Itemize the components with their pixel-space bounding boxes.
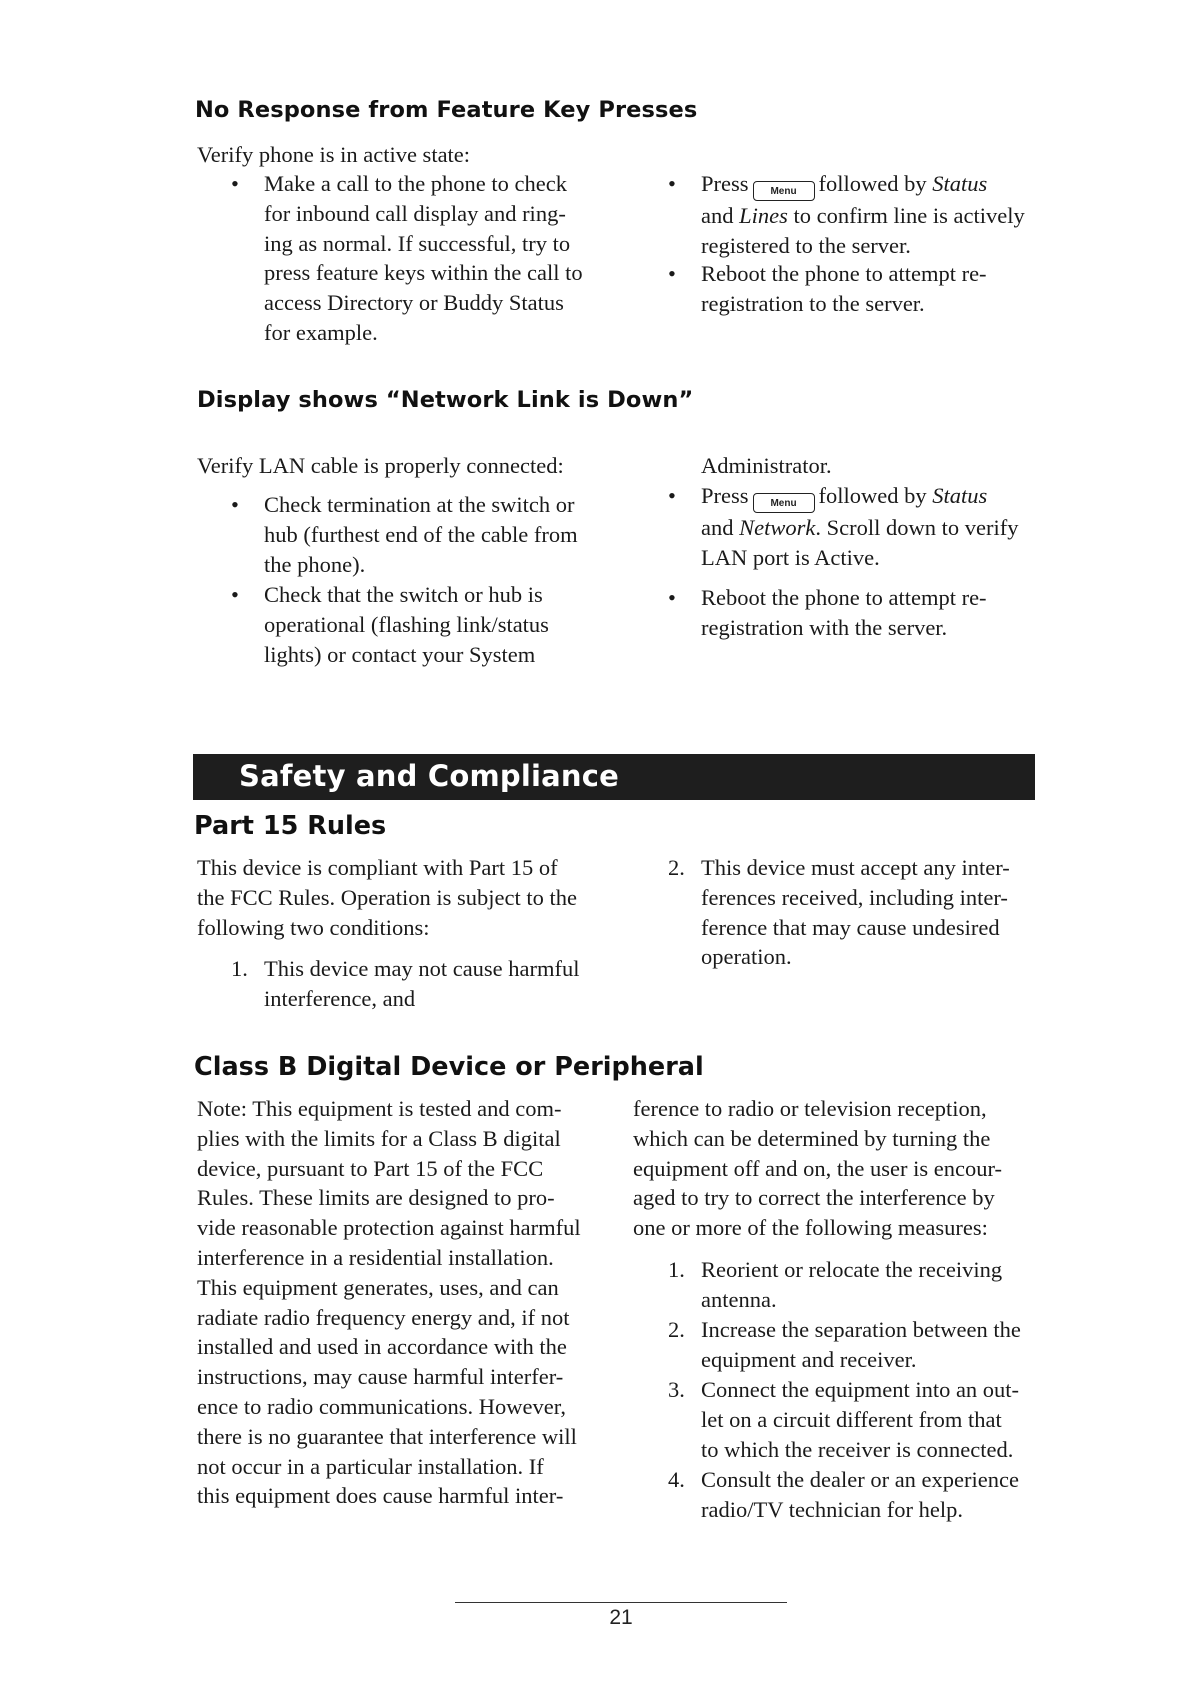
lines-word: Lines <box>739 203 788 228</box>
list-item <box>231 169 611 348</box>
list-item <box>668 1315 1068 1375</box>
text-line: equipment and receiver. <box>701 1346 917 1372</box>
text-line: Rules. These limits are designed to pro- <box>197 1185 555 1211</box>
press-word: Press <box>701 483 749 508</box>
menu-key-icon: Menu <box>753 181 815 201</box>
list-item <box>231 490 611 579</box>
part15-intro <box>197 853 637 942</box>
text-line: not occur in a particular installation. If <box>197 1453 544 1479</box>
page-number: 21 <box>609 1606 633 1629</box>
intro-text: Verify phone is in active state: <box>197 142 471 167</box>
status-word: Status <box>932 171 988 196</box>
and-word: and <box>701 515 734 540</box>
text-line: to which the receiver is connected. <box>701 1436 1014 1462</box>
text-line: Check that the switch or hub is <box>264 582 543 607</box>
text-line: this equipment does cause harmful inter- <box>197 1483 564 1509</box>
text-line: LAN port is Active. <box>701 544 880 570</box>
bullet-marker: • <box>668 171 676 196</box>
bullet-marker: • <box>668 483 676 508</box>
classb-heading: Class B Digital Device or Peripheral <box>194 1052 704 1082</box>
text-line: equipment off and on, the user is encour- <box>633 1155 1003 1181</box>
text-line: one or more of the following measures: <box>633 1215 988 1241</box>
list-number: 2. <box>668 1317 685 1342</box>
bullet-marker: • <box>231 492 239 517</box>
followed-by-text: followed by <box>818 171 927 196</box>
text-fragment: to confirm line is actively <box>793 203 1025 228</box>
list-item <box>231 580 611 669</box>
text-line <box>701 201 1068 231</box>
continuation-text: Administrator. <box>701 453 832 478</box>
list-item <box>668 259 1068 319</box>
text-line: interference in a residential installation. <box>197 1244 554 1270</box>
text-line: Consult the dealer or an experience <box>701 1467 1019 1492</box>
menu-key-icon: Menu <box>753 493 815 513</box>
text-line <box>701 169 1068 201</box>
text-line: Reboot the phone to attempt re- <box>701 585 987 610</box>
text-line: registration with the server. <box>701 614 948 640</box>
bullet-marker: • <box>668 261 676 286</box>
list-number: 2. <box>668 855 685 880</box>
text-line: operational (flashing link/status <box>264 611 549 637</box>
text-line: there is no guarantee that interference will <box>197 1423 577 1449</box>
press-word: Press <box>701 171 749 196</box>
text-line: ference that may cause undesired <box>701 914 1000 940</box>
text-line: access Directory or Buddy Status <box>264 290 564 316</box>
text-line: ference to radio or television reception, <box>633 1096 987 1121</box>
banner-title: Safety and Compliance <box>239 759 620 793</box>
bullet-marker: • <box>668 585 676 610</box>
list-number: 1. <box>668 1257 685 1282</box>
text-line: Reboot the phone to attempt re- <box>701 261 987 286</box>
status-word: Status <box>932 483 988 508</box>
bullet-marker: • <box>231 582 239 607</box>
list-number: 4. <box>668 1467 685 1492</box>
text-line: ing as normal. If successful, try to <box>264 230 571 256</box>
part15-heading: Part 15 Rules <box>194 811 387 841</box>
text-line: for example. <box>264 319 378 345</box>
section-heading-no-response: No Response from Feature Key Presses <box>195 97 698 123</box>
text-fragment: . Scroll down to verify <box>815 515 1019 540</box>
text-line: following two conditions: <box>197 914 430 940</box>
text-line: ence to radio communications. However, <box>197 1393 566 1419</box>
text-line: Increase the separation between the <box>701 1317 1021 1342</box>
section-banner <box>193 754 1035 800</box>
text-line: radio/TV technician for help. <box>701 1496 963 1522</box>
intro-text: Verify LAN cable is properly connected: <box>197 453 564 478</box>
text-line: This device is compliant with Part 15 of <box>197 855 558 880</box>
text-line: registered to the server. <box>701 232 911 258</box>
text-line: Make a call to the phone to check <box>264 171 568 196</box>
footer-rule <box>455 1602 787 1603</box>
text-line: ferences received, including inter- <box>701 884 1008 910</box>
list-item <box>668 481 1068 573</box>
and-word: and <box>701 203 734 228</box>
text-line: instructions, may cause harmful interfer- <box>197 1364 564 1390</box>
text-line: installed and used in accordance with the <box>197 1334 567 1360</box>
classb-left-column <box>197 1094 617 1511</box>
text-line: let on a circuit different from that <box>701 1406 1002 1432</box>
text-line: the phone). <box>264 551 366 577</box>
text-line: operation. <box>701 944 792 970</box>
list-item <box>668 583 1068 643</box>
list-item <box>668 1375 1068 1464</box>
list-item <box>668 1255 1068 1315</box>
network-word: Network <box>739 515 816 540</box>
text-line: registration to the server. <box>701 290 925 316</box>
text-line: This equipment generates, uses, and can <box>197 1274 559 1300</box>
text-line: which can be determined by turning the <box>633 1125 991 1151</box>
text-line: the FCC Rules. Operation is subject to the <box>197 884 577 910</box>
text-line: This device must accept any inter- <box>701 855 1010 880</box>
text-line: hub (furthest end of the cable from <box>264 521 578 547</box>
text-line: Connect the equipment into an out- <box>701 1377 1020 1402</box>
text-line: This device may not cause harmful <box>264 956 580 981</box>
text-line: interference, and <box>264 985 416 1011</box>
text-line: antenna. <box>701 1286 777 1312</box>
text-line: Check termination at the switch or <box>264 492 575 517</box>
list-number: 1. <box>231 956 248 981</box>
text-line: plies with the limits for a Class B digital <box>197 1125 561 1151</box>
text-line <box>701 513 1068 543</box>
bullet-marker: • <box>231 171 239 196</box>
text-line: device, pursuant to Part 15 of the FCC <box>197 1155 544 1181</box>
list-item <box>668 169 1068 261</box>
text-line: radiate radio frequency energy and, if not <box>197 1304 570 1330</box>
text-line: aged to try to correct the interference by <box>633 1185 995 1211</box>
section-heading-network-link: Display shows “Network Link is Down” <box>197 387 694 413</box>
classb-right-column <box>633 1094 1063 1243</box>
text-line: Note: This equipment is tested and com- <box>197 1096 562 1121</box>
list-item <box>668 853 1068 972</box>
list-item <box>231 954 631 1014</box>
text-line: for inbound call display and ring- <box>264 200 566 226</box>
text-line: Reorient or relocate the receiving <box>701 1257 1003 1282</box>
text-line: press feature keys within the call to <box>264 260 583 286</box>
text-line <box>701 481 1068 513</box>
list-number: 3. <box>668 1377 685 1402</box>
text-line: lights) or contact your System <box>264 641 536 667</box>
list-item <box>668 1465 1068 1525</box>
text-line: vide reasonable protection against harmful <box>197 1215 581 1241</box>
followed-by-text: followed by <box>818 483 927 508</box>
